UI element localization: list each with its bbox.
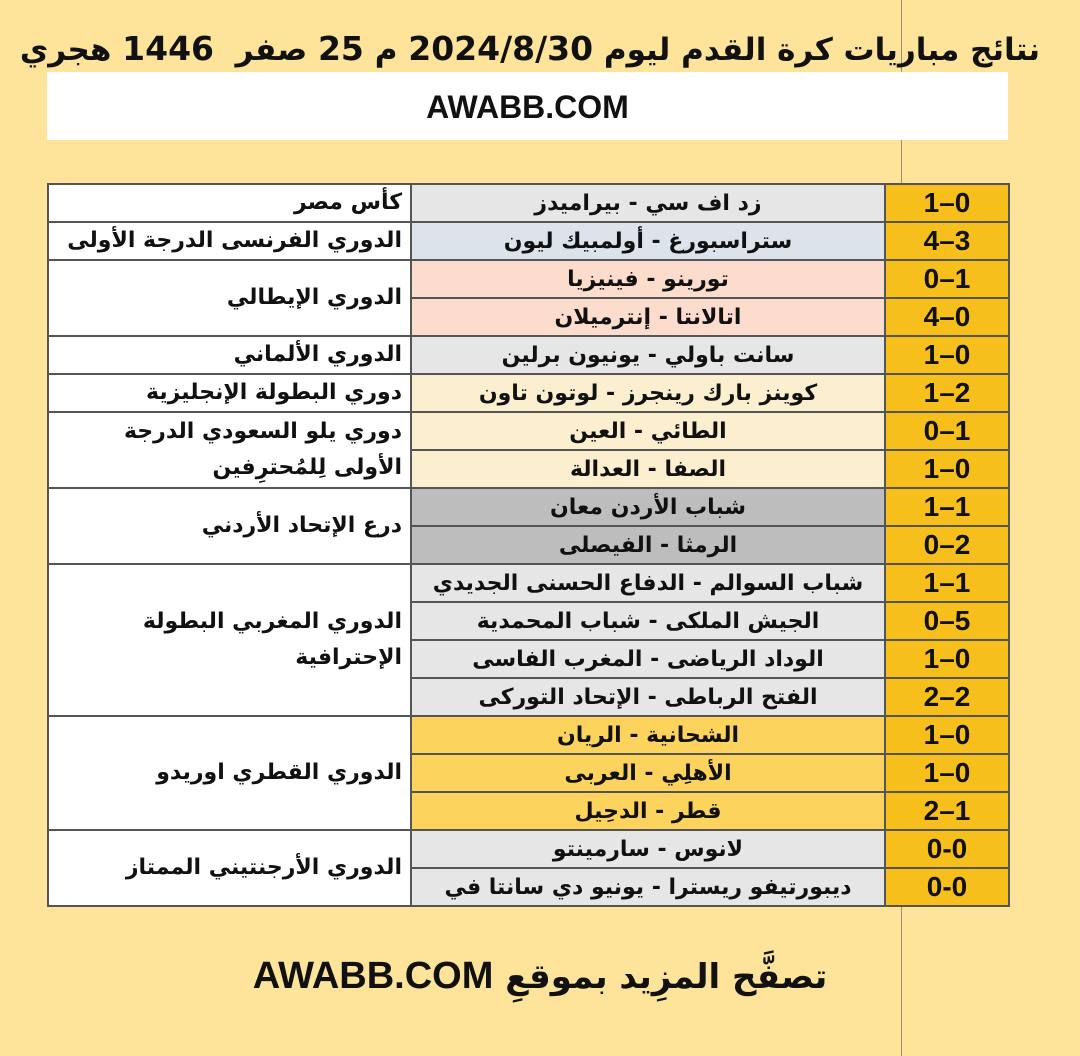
table-row bbox=[48, 564, 1009, 602]
title-hijri-day: 25 bbox=[317, 29, 364, 68]
title-gregorian-suffix: م bbox=[374, 32, 398, 68]
match-cell: الطائي - العين bbox=[411, 412, 885, 450]
table-row bbox=[48, 336, 1009, 374]
score-cell: 0–5 bbox=[885, 602, 1009, 640]
title-hijri-year: 1446 bbox=[122, 29, 215, 68]
match-cell: قطر - الدحِيل bbox=[411, 792, 885, 830]
title-prefix: نتائج مباريات كرة القدم ليوم bbox=[603, 32, 1040, 68]
league-cell: الدوري الإيطالي bbox=[48, 260, 411, 336]
match-cell: لانوس - سارمينتو bbox=[411, 830, 885, 868]
league-cell: الدوري الفرنسى الدرجة الأولى bbox=[48, 222, 411, 260]
match-cell: الجيش الملكى - شباب المحمدية bbox=[411, 602, 885, 640]
score-cell: 1–1 bbox=[885, 488, 1009, 526]
score-cell: 0–1 bbox=[885, 260, 1009, 298]
match-cell: كوينز بارك رينجرز - لوتون تاون bbox=[411, 374, 885, 412]
title-hijri-month: صفر bbox=[235, 32, 308, 68]
score-cell: 1–0 bbox=[885, 716, 1009, 754]
match-cell: ستراسبورغ - أولمبيك ليون bbox=[411, 222, 885, 260]
match-cell: الصفا - العدالة bbox=[411, 450, 885, 488]
score-cell: 4–0 bbox=[885, 298, 1009, 336]
match-cell: الوداد الرياضى - المغرب الفاسى bbox=[411, 640, 885, 678]
table-row bbox=[48, 830, 1009, 868]
league-cell: كأس مصر bbox=[48, 184, 411, 222]
table-row bbox=[48, 184, 1009, 222]
score-cell: 1–0 bbox=[885, 640, 1009, 678]
match-cell: زد اف سي - بيراميدز bbox=[411, 184, 885, 222]
league-cell: دوري يلو السعودي الدرجة الأولى لِلمُحترِفين bbox=[48, 412, 411, 488]
footer-banner bbox=[0, 948, 1080, 1004]
score-cell: 4–3 bbox=[885, 222, 1009, 260]
league-cell: الدوري القطري اوريدو bbox=[48, 716, 411, 830]
title-date: 2024/8/30 bbox=[408, 29, 594, 68]
table-row bbox=[48, 260, 1009, 298]
score-cell: 1–0 bbox=[885, 450, 1009, 488]
table-row bbox=[48, 716, 1009, 754]
score-cell: 2–1 bbox=[885, 792, 1009, 830]
table-row bbox=[48, 374, 1009, 412]
score-cell: 1–0 bbox=[885, 184, 1009, 222]
site-banner bbox=[47, 72, 1008, 140]
match-cell: تورينو - فينيزيا bbox=[411, 260, 885, 298]
footer-site[interactable]: AWABB.COM bbox=[252, 955, 494, 997]
score-cell: 0-0 bbox=[885, 830, 1009, 868]
score-cell: 1–0 bbox=[885, 754, 1009, 792]
league-cell: الدوري الألماني bbox=[48, 336, 411, 374]
score-cell: 0–1 bbox=[885, 412, 1009, 450]
site-name: AWABB.COM bbox=[426, 89, 629, 125]
table-row bbox=[48, 412, 1009, 450]
match-cell: الشحانية - الريان bbox=[411, 716, 885, 754]
title-hijri-suffix: هجري bbox=[19, 32, 112, 68]
match-cell: اتالانتا - إنترميلان bbox=[411, 298, 885, 336]
table-row bbox=[48, 488, 1009, 526]
match-cell: شباب الأردن معان bbox=[411, 488, 885, 526]
league-cell: الدوري الأرجنتيني الممتاز bbox=[48, 830, 411, 906]
league-cell: درع الإتحاد الأردني bbox=[48, 488, 411, 564]
page-title bbox=[19, 26, 1040, 72]
score-cell: 1–0 bbox=[885, 336, 1009, 374]
score-cell: 0–2 bbox=[885, 526, 1009, 564]
score-cell: 0-0 bbox=[885, 868, 1009, 906]
score-cell: 2–2 bbox=[885, 678, 1009, 716]
league-cell: دوري البطولة الإنجليزية bbox=[48, 374, 411, 412]
league-cell: الدوري المغربي البطولة الإحترافية bbox=[48, 564, 411, 716]
match-cell: ديبورتيفو ريسترا - يونيو دي سانتا في bbox=[411, 868, 885, 906]
match-cell: سانت باولي - يونيون برلين bbox=[411, 336, 885, 374]
table-row bbox=[48, 222, 1009, 260]
results-table bbox=[47, 183, 1010, 907]
footer-text: تصفَّح المزِيد بموقعِ bbox=[505, 957, 828, 997]
match-cell: الفتح الرباطى - الإتحاد التوركى bbox=[411, 678, 885, 716]
score-cell: 1–1 bbox=[885, 564, 1009, 602]
match-cell: الرمثا - الفيصلى bbox=[411, 526, 885, 564]
match-cell: شباب السوالم - الدفاع الحسنى الجديدي bbox=[411, 564, 885, 602]
match-cell: الأهلِي - العربى bbox=[411, 754, 885, 792]
score-cell: 1–2 bbox=[885, 374, 1009, 412]
